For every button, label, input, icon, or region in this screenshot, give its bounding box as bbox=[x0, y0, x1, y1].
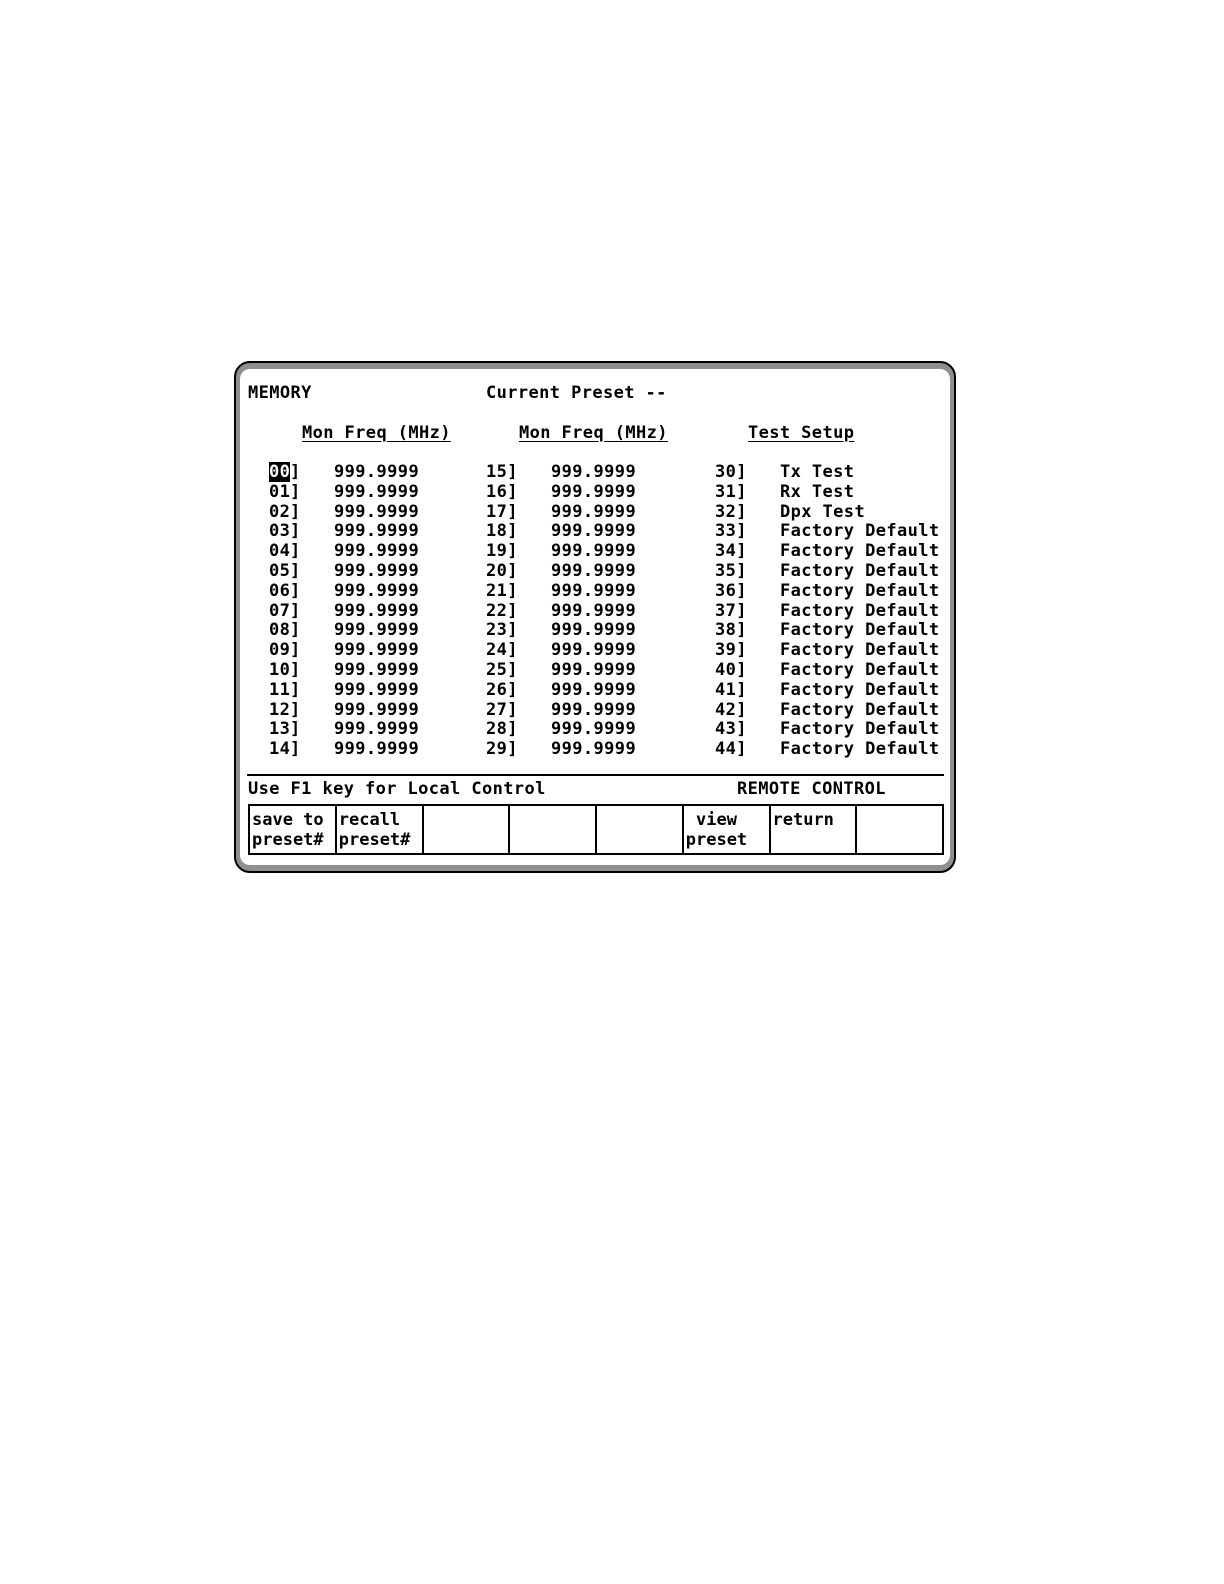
preset-mon-freq: 999.9999 bbox=[334, 462, 420, 482]
preset-mon-freq: 999.9999 bbox=[334, 541, 420, 561]
preset-mon-freq: 999.9999 bbox=[334, 502, 420, 522]
preset-number[interactable]: 27] bbox=[486, 700, 518, 720]
preset-test-setup: Factory Default bbox=[780, 601, 940, 621]
preset-number[interactable]: 29] bbox=[486, 739, 518, 759]
softkey-return[interactable]: return bbox=[769, 806, 856, 853]
preset-number[interactable]: 39] bbox=[715, 640, 747, 660]
preset-number[interactable]: 05 bbox=[269, 561, 291, 581]
preset-number[interactable]: 30] bbox=[715, 462, 747, 482]
status-hint: Use F1 key for Local Control bbox=[248, 779, 546, 799]
preset-mon-freq: 999.9999 bbox=[334, 482, 420, 502]
preset-test-setup: Rx Test bbox=[780, 482, 855, 502]
preset-number[interactable]: 38] bbox=[715, 620, 747, 640]
preset-number[interactable]: 14 bbox=[269, 739, 291, 759]
status-divider bbox=[247, 774, 944, 776]
softkey-recall-preset[interactable]: recall preset# bbox=[335, 806, 422, 853]
preset-mon-freq: 999.9999 bbox=[551, 581, 637, 601]
preset-number[interactable]: 06 bbox=[269, 581, 291, 601]
preset-number[interactable]: 36] bbox=[715, 581, 747, 601]
preset-number[interactable]: 22] bbox=[486, 601, 518, 621]
preset-number[interactable]: 19] bbox=[486, 541, 518, 561]
preset-number[interactable]: 34] bbox=[715, 541, 747, 561]
preset-number[interactable]: 02 bbox=[269, 502, 291, 522]
header-test-setup: Test Setup bbox=[748, 423, 855, 443]
preset-number[interactable]: 35] bbox=[715, 561, 747, 581]
preset-mon-freq: 999.9999 bbox=[551, 700, 637, 720]
preset-number[interactable]: 04 bbox=[269, 541, 291, 561]
preset-bracket: ] bbox=[290, 482, 301, 502]
preset-number[interactable]: 13 bbox=[269, 719, 291, 739]
preset-number[interactable]: 26] bbox=[486, 680, 518, 700]
header-mon-freq-2: Mon Freq (MHz) bbox=[519, 423, 668, 443]
preset-test-setup: Factory Default bbox=[780, 521, 940, 541]
preset-mon-freq: 999.9999 bbox=[334, 521, 420, 541]
preset-number[interactable]: 24] bbox=[486, 640, 518, 660]
preset-mon-freq: 999.9999 bbox=[551, 462, 637, 482]
preset-test-setup: Factory Default bbox=[780, 719, 940, 739]
preset-number[interactable]: 33] bbox=[715, 521, 747, 541]
preset-number[interactable]: 09 bbox=[269, 640, 291, 660]
preset-mon-freq: 999.9999 bbox=[334, 680, 420, 700]
preset-mon-freq: 999.9999 bbox=[551, 620, 637, 640]
preset-mon-freq: 999.9999 bbox=[334, 739, 420, 759]
preset-number[interactable]: 44] bbox=[715, 739, 747, 759]
softkey-3[interactable] bbox=[422, 806, 509, 853]
preset-number[interactable]: 32] bbox=[715, 502, 747, 522]
preset-number[interactable]: 12 bbox=[269, 700, 291, 720]
preset-mon-freq: 999.9999 bbox=[551, 680, 637, 700]
preset-number[interactable]: 37] bbox=[715, 601, 747, 621]
preset-bracket: ] bbox=[290, 561, 301, 581]
preset-number[interactable]: 25] bbox=[486, 660, 518, 680]
preset-mon-freq: 999.9999 bbox=[334, 700, 420, 720]
preset-test-setup: Factory Default bbox=[780, 541, 940, 561]
preset-bracket: ] bbox=[290, 680, 301, 700]
preset-number[interactable]: 03 bbox=[269, 521, 291, 541]
preset-mon-freq: 999.9999 bbox=[334, 620, 420, 640]
preset-number[interactable]: 11 bbox=[269, 680, 291, 700]
preset-bracket: ] bbox=[290, 541, 301, 561]
preset-bracket: ] bbox=[290, 739, 301, 759]
preset-bracket: ] bbox=[290, 581, 301, 601]
preset-test-setup: Dpx Test bbox=[780, 502, 866, 522]
preset-number[interactable]: 40] bbox=[715, 660, 747, 680]
preset-test-setup: Factory Default bbox=[780, 739, 940, 759]
preset-test-setup: Factory Default bbox=[780, 620, 940, 640]
preset-number[interactable]: 00 bbox=[269, 462, 291, 482]
preset-bracket: ] bbox=[290, 700, 301, 720]
preset-number[interactable]: 01 bbox=[269, 482, 291, 502]
preset-bracket: ] bbox=[290, 462, 301, 482]
preset-mon-freq: 999.9999 bbox=[551, 660, 637, 680]
preset-number[interactable]: 31] bbox=[715, 482, 747, 502]
preset-mon-freq: 999.9999 bbox=[334, 601, 420, 621]
preset-number[interactable]: 23] bbox=[486, 620, 518, 640]
preset-test-setup: Factory Default bbox=[780, 700, 940, 720]
preset-number[interactable]: 20] bbox=[486, 561, 518, 581]
preset-test-setup: Factory Default bbox=[780, 561, 940, 581]
preset-number[interactable]: 15] bbox=[486, 462, 518, 482]
preset-test-setup: Factory Default bbox=[780, 660, 940, 680]
preset-mon-freq: 999.9999 bbox=[551, 482, 637, 502]
preset-mon-freq: 999.9999 bbox=[551, 601, 637, 621]
softkey-save-to-preset[interactable]: save to preset# bbox=[252, 810, 324, 850]
current-preset-label: Current Preset -- bbox=[486, 383, 667, 403]
preset-number[interactable]: 07 bbox=[269, 601, 291, 621]
preset-mon-freq: 999.9999 bbox=[334, 660, 420, 680]
preset-test-setup: Factory Default bbox=[780, 581, 940, 601]
preset-mon-freq: 999.9999 bbox=[334, 561, 420, 581]
preset-number[interactable]: 18] bbox=[486, 521, 518, 541]
preset-number[interactable]: 42] bbox=[715, 700, 747, 720]
preset-number[interactable]: 28] bbox=[486, 719, 518, 739]
preset-test-setup: Factory Default bbox=[780, 640, 940, 660]
preset-number[interactable]: 08 bbox=[269, 620, 291, 640]
softkey-bar bbox=[248, 804, 944, 855]
screen-title: MEMORY bbox=[248, 383, 312, 403]
status-mode: REMOTE CONTROL bbox=[737, 779, 886, 799]
preset-mon-freq: 999.9999 bbox=[334, 581, 420, 601]
softkey-view-preset[interactable]: view preset bbox=[682, 806, 769, 853]
softkey-5[interactable] bbox=[595, 806, 682, 853]
preset-bracket: ] bbox=[290, 521, 301, 541]
preset-number[interactable]: 43] bbox=[715, 719, 747, 739]
softkey-8[interactable] bbox=[855, 806, 942, 853]
softkey-4[interactable] bbox=[508, 806, 595, 853]
preset-mon-freq: 999.9999 bbox=[551, 502, 637, 522]
preset-mon-freq: 999.9999 bbox=[551, 561, 637, 581]
preset-bracket: ] bbox=[290, 620, 301, 640]
preset-mon-freq: 999.9999 bbox=[551, 541, 637, 561]
preset-bracket: ] bbox=[290, 660, 301, 680]
preset-bracket: ] bbox=[290, 601, 301, 621]
preset-mon-freq: 999.9999 bbox=[334, 719, 420, 739]
preset-mon-freq: 999.9999 bbox=[551, 719, 637, 739]
preset-test-setup: Tx Test bbox=[780, 462, 855, 482]
preset-mon-freq: 999.9999 bbox=[551, 640, 637, 660]
header-mon-freq-1: Mon Freq (MHz) bbox=[302, 423, 451, 443]
preset-number[interactable]: 17] bbox=[486, 502, 518, 522]
preset-bracket: ] bbox=[290, 502, 301, 522]
preset-number[interactable]: 21] bbox=[486, 581, 518, 601]
preset-mon-freq: 999.9999 bbox=[551, 521, 637, 541]
preset-bracket: ] bbox=[290, 719, 301, 739]
preset-mon-freq: 999.9999 bbox=[334, 640, 420, 660]
preset-bracket: ] bbox=[290, 640, 301, 660]
preset-number[interactable]: 41] bbox=[715, 680, 747, 700]
preset-mon-freq: 999.9999 bbox=[551, 739, 637, 759]
preset-number[interactable]: 10 bbox=[269, 660, 291, 680]
preset-test-setup: Factory Default bbox=[780, 680, 940, 700]
preset-number[interactable]: 16] bbox=[486, 482, 518, 502]
